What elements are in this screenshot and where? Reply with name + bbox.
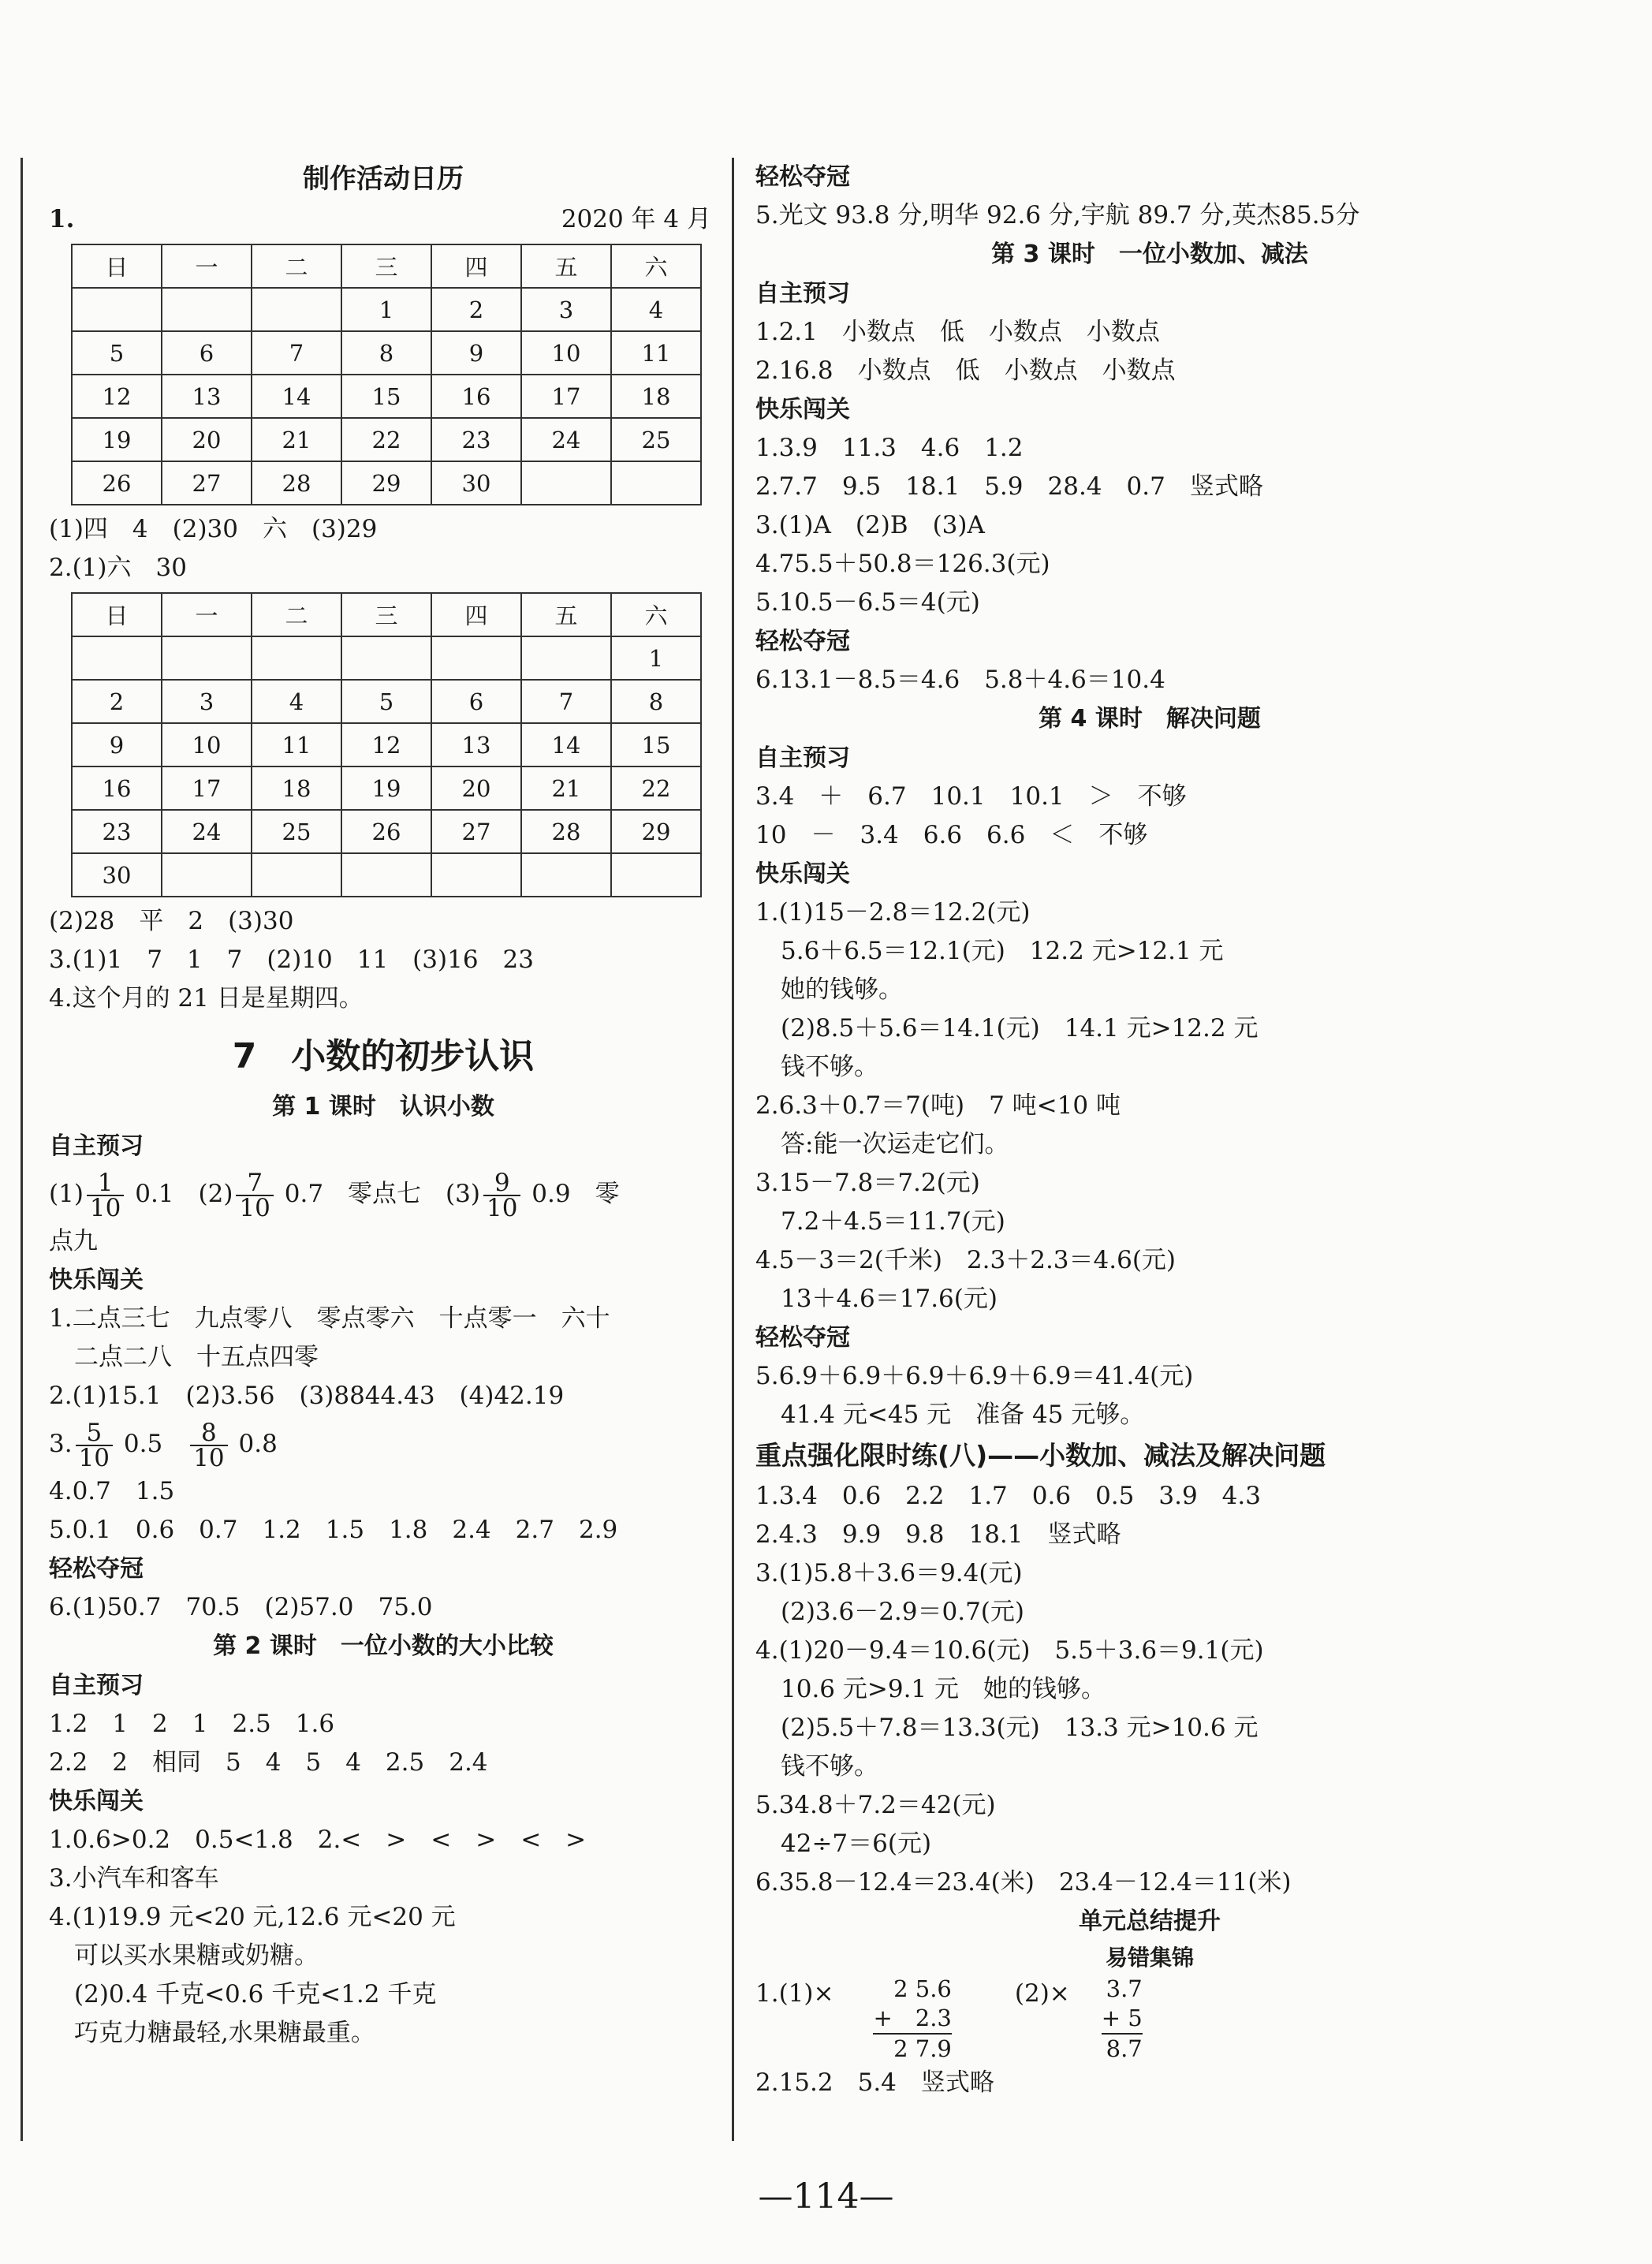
lesson4-preview-1: 3.4 ＋ 6.7 10.1 10.1 ＞ 不够: [755, 782, 1187, 811]
lesson-1-title: 第 1 课时 认识小数: [272, 1093, 494, 1121]
fraction: [190, 1418, 227, 1472]
date-cell: 23: [72, 810, 162, 853]
text-part: 0.9 零: [524, 1180, 620, 1208]
date-cell: 9: [72, 723, 162, 766]
date-cell: 15: [611, 723, 701, 766]
date-cell: 19: [341, 766, 431, 810]
date-cell: 4: [611, 288, 701, 331]
calendar-table-1: [71, 244, 702, 505]
lesson4-happy-1c: 她的钱够。: [781, 975, 903, 1004]
date-cell: 10: [162, 723, 252, 766]
happy-3-fraction-line: [49, 1415, 718, 1472]
lesson3-preview-2: 2.16.8 小数点 低 小数点 小数点: [755, 356, 1176, 385]
lesson4-happy-3a: 3.15－7.8＝7.2(元): [755, 1169, 980, 1197]
date-cell: 6: [431, 680, 521, 723]
date-cell: 5: [72, 331, 162, 375]
date-cell: [521, 853, 611, 897]
lesson3-happy-1: 1.3.9 11.3 4.6 1.2: [755, 434, 1024, 462]
denominator: 10: [89, 1193, 121, 1222]
q1-label: 1.: [49, 205, 75, 233]
date-cell: 16: [72, 766, 162, 810]
vertical-calc-1: [873, 1975, 951, 2064]
drill-5b: 42÷7＝6(元): [781, 1829, 932, 1858]
summary-title: 单元总结提升: [1079, 1908, 1221, 1935]
calendar-week-row: [72, 766, 701, 810]
date-cell: 7: [252, 331, 341, 375]
weekday-cell: 二: [252, 593, 341, 636]
date-cell: 8: [611, 680, 701, 723]
date-cell: 18: [252, 766, 341, 810]
mistake-1-label: 1.(1)×: [755, 1979, 834, 2008]
happy-4: 4.0.7 1.5: [49, 1477, 175, 1505]
date-cell: 23: [431, 418, 521, 461]
date-cell: 28: [521, 810, 611, 853]
date-cell: [611, 461, 701, 505]
lesson2-preview-2: 2.2 2 相同 5 4 5 4 2.5 2.4: [49, 1748, 488, 1777]
date-cell: 4: [252, 680, 341, 723]
lesson2-happy-4b: 可以买水果糖或奶糖。: [74, 1941, 319, 1970]
drill-4b: 10.6 元>9.1 元 她的钱够。: [781, 1675, 1106, 1703]
date-cell: 25: [611, 418, 701, 461]
lesson3-easy-6: 6.13.1－8.5＝4.6 5.8＋4.6＝10.4: [755, 666, 1165, 694]
date-cell: 22: [611, 766, 701, 810]
calendar-header-row: [72, 244, 701, 288]
calc-line: 2 7.9: [893, 2035, 952, 2062]
date-cell: 25: [252, 810, 341, 853]
calendar-header-row: [72, 593, 701, 636]
date-cell: [252, 636, 341, 680]
date-cell: [162, 853, 252, 897]
lesson2-happy-3: 3.小汽车和客车: [49, 1864, 219, 1893]
date-cell: [521, 461, 611, 505]
numerator: 9: [483, 1171, 520, 1196]
lesson4-preview-2: 10 － 3.4 6.6 6.6 ＜ 不够: [755, 821, 1148, 849]
lesson2-preview-1: 1.2 1 2 1 2.5 1.6: [49, 1710, 335, 1738]
fraction: [76, 1418, 113, 1472]
lesson4-happy-1e: 钱不够。: [781, 1053, 878, 1081]
numerator: 5: [76, 1421, 113, 1446]
date-cell: [162, 636, 252, 680]
date-cell: [72, 636, 162, 680]
vertical-calc-2: [1102, 1975, 1143, 2064]
date-cell: [252, 288, 341, 331]
fraction: [87, 1168, 124, 1222]
date-cell: 17: [521, 375, 611, 418]
right-column: [755, 158, 1544, 2102]
drill-4c: (2)5.5＋7.8＝13.3(元) 13.3 元>10.6 元: [781, 1714, 1259, 1742]
lesson3-happy-2: 2.7.7 9.5 18.1 5.9 28.4 0.7 竖式略: [755, 472, 1263, 501]
section-preview-r3: 自主预习: [755, 280, 850, 308]
section-happy-r3: 快乐闯关: [755, 396, 850, 423]
happy-5: 5.0.1 0.6 0.7 1.2 1.5 1.8 2.4 2.7 2.9: [49, 1516, 618, 1544]
text-part: 0.7 零点七 (3): [276, 1180, 480, 1208]
drill-3a: 3.(1)5.8＋3.6＝9.4(元): [755, 1559, 1023, 1587]
weekday-cell: 三: [341, 593, 431, 636]
q3-answer: 3.(1)1 7 1 7 (2)10 11 (3)16 23: [49, 946, 534, 974]
weekday-cell: 六: [611, 593, 701, 636]
date-cell: 21: [252, 418, 341, 461]
numerator: 7: [236, 1171, 273, 1196]
drill-4d: 钱不够。: [781, 1752, 878, 1781]
date-cell: [162, 288, 252, 331]
date-cell: 8: [341, 331, 431, 375]
date-cell: 27: [162, 461, 252, 505]
date-cell: 24: [162, 810, 252, 853]
date-cell: 7: [521, 680, 611, 723]
calendar-week-row: [72, 723, 701, 766]
lesson-4-title: 第 4 课时 解决问题: [1039, 705, 1261, 733]
denominator: 10: [193, 1443, 225, 1472]
calc-line: + 5: [1102, 2004, 1143, 2035]
date-cell: 2: [72, 680, 162, 723]
date-cell: 27: [431, 810, 521, 853]
lesson4-happy-1d: (2)8.5＋5.6＝14.1(元) 14.1 元>12.2 元: [781, 1014, 1259, 1042]
calendar-week-row: [72, 461, 701, 505]
denominator: 10: [239, 1193, 270, 1222]
calendar-week-row: [72, 331, 701, 375]
drill-title: 重点强化限时练(八)——小数加、减法及解决问题: [755, 1440, 1326, 1471]
left-margin-rule: [21, 158, 23, 2141]
r-answer-5: 5.光文 93.8 分,明华 92.6 分,宇航 89.7 分,英杰85.5分: [755, 201, 1360, 229]
date-cell: 16: [431, 375, 521, 418]
date-cell: 20: [162, 418, 252, 461]
q4-answer: 4.这个月的 21 日是星期四。: [49, 984, 364, 1013]
section-easy-r: 轻松夺冠: [755, 163, 850, 191]
lesson4-happy-3b: 7.2＋4.5＝11.7(元): [781, 1207, 1005, 1236]
date-cell: 13: [431, 723, 521, 766]
section-preview-r4: 自主预习: [755, 744, 850, 772]
preview-line-2: 点九: [49, 1227, 98, 1255]
lesson2-happy-4d: 巧克力糖最轻,水果糖最重。: [74, 2019, 375, 2047]
lesson3-preview-1: 1.2.1 小数点 低 小数点 小数点: [755, 318, 1160, 346]
drill-3b: (2)3.6－2.9＝0.7(元): [781, 1598, 1025, 1626]
chapter-title: 7 小数的初步认识: [232, 1036, 535, 1076]
calc-line: + 2.3: [873, 2004, 951, 2035]
lesson2-happy-4a: 4.(1)19.9 元<20 元,12.6 元<20 元: [49, 1903, 456, 1931]
date-cell: 11: [611, 331, 701, 375]
text-part: 0.5: [116, 1430, 188, 1458]
section-happy-2: 快乐闯关: [49, 1788, 144, 1815]
drill-5a: 5.34.8＋7.2＝42(元): [755, 1791, 996, 1819]
lesson3-happy-5: 5.10.5－6.5＝4(元): [755, 588, 980, 617]
date-cell: 18: [611, 375, 701, 418]
calendar-week-row: [72, 810, 701, 853]
lesson4-happy-2a: 2.6.3＋0.7＝7(吨) 7 吨<10 吨: [755, 1091, 1121, 1120]
date-cell: [431, 636, 521, 680]
weekday-cell: 五: [521, 244, 611, 288]
date-cell: 30: [72, 853, 162, 897]
fraction: [236, 1168, 273, 1222]
date-cell: 20: [431, 766, 521, 810]
lesson-3-title: 第 3 课时 一位小数加、减法: [991, 241, 1308, 268]
numerator: 8: [190, 1421, 227, 1446]
happy-1a: 1.二点三七 九点零八 零点零六 十点零一 六十: [49, 1304, 610, 1333]
preview-fraction-line: [49, 1166, 718, 1222]
weekday-cell: 六: [611, 244, 701, 288]
calendar-week-row: [72, 288, 701, 331]
date-cell: 14: [252, 375, 341, 418]
lesson4-happy-2b: 答:能一次运走它们。: [781, 1130, 1009, 1158]
date-cell: 22: [341, 418, 431, 461]
lesson2-happy-1: 1.0.6>0.2 0.5<1.8 2.< > < > < >: [49, 1826, 587, 1854]
lesson4-happy-4a: 4.5－3＝2(千米) 2.3＋2.3＝4.6(元): [755, 1246, 1177, 1274]
date-cell: 6: [162, 331, 252, 375]
date-cell: 11: [252, 723, 341, 766]
date-cell: 10: [521, 331, 611, 375]
section-title: 制作活动日历: [303, 163, 464, 195]
lesson2-happy-4c: (2)0.4 千克<0.6 千克<1.2 千克: [74, 1980, 437, 2009]
section-easy-r4: 轻松夺冠: [755, 1324, 850, 1352]
lesson4-happy-4b: 13＋4.6＝17.6(元): [781, 1285, 998, 1313]
date-cell: 2: [431, 288, 521, 331]
weekday-cell: 日: [72, 244, 162, 288]
weekday-cell: 三: [341, 244, 431, 288]
date-cell: 15: [341, 375, 431, 418]
section-easy-r3: 轻松夺冠: [755, 628, 850, 655]
fraction: [483, 1168, 520, 1222]
date-cell: 19: [72, 418, 162, 461]
section-easy: 轻松夺冠: [49, 1555, 144, 1583]
section-happy: 快乐闯关: [49, 1266, 144, 1294]
weekday-cell: 五: [521, 593, 611, 636]
date-cell: 1: [341, 288, 431, 331]
date-cell: 30: [431, 461, 521, 505]
q1-date: 2020 年 4 月: [561, 205, 711, 233]
calc-line: 3.7: [1106, 1975, 1143, 2002]
left-column: [49, 158, 718, 2053]
mistakes-title: 易错集锦: [1105, 1945, 1194, 1971]
date-cell: 13: [162, 375, 252, 418]
calc-line: 8.7: [1106, 2035, 1143, 2062]
lesson-2-title: 第 2 课时 一位小数的大小比较: [213, 1632, 554, 1660]
date-cell: 29: [341, 461, 431, 505]
date-cell: 12: [72, 375, 162, 418]
lesson3-happy-4: 4.75.5＋50.8＝126.3(元): [755, 550, 1050, 578]
drill-1: 1.3.4 0.6 2.2 1.7 0.6 0.5 3.9 4.3: [755, 1482, 1261, 1510]
lesson3-happy-3: 3.(1)A (2)B (3)A: [755, 511, 985, 539]
weekday-cell: 四: [431, 593, 521, 636]
calendar-week-row: [72, 636, 701, 680]
date-cell: [431, 853, 521, 897]
section-preview: 自主预习: [49, 1132, 144, 1160]
text-part: 0.1 (2): [127, 1180, 233, 1208]
denominator: 10: [486, 1193, 518, 1222]
lesson4-happy-1b: 5.6＋6.5＝12.1(元) 12.2 元>12.1 元: [781, 937, 1224, 965]
denominator: 10: [78, 1443, 110, 1472]
calc-line: 2 5.6: [893, 1975, 952, 2002]
date-cell: 9: [431, 331, 521, 375]
date-cell: [341, 853, 431, 897]
column-divider: [732, 158, 734, 2141]
weekday-cell: 日: [72, 593, 162, 636]
numerator: 1: [87, 1171, 124, 1196]
happy-2: 2.(1)15.1 (2)3.56 (3)8844.43 (4)42.19: [49, 1382, 565, 1410]
lesson4-happy-1a: 1.(1)15－2.8＝12.2(元): [755, 898, 1031, 927]
lesson4-easy-5a: 5.6.9＋6.9＋6.9＋6.9＋6.9＝41.4(元): [755, 1362, 1194, 1390]
drill-4a: 4.(1)20－9.4＝10.6(元) 5.5＋3.6＝9.1(元): [755, 1636, 1264, 1665]
q1-header: [49, 200, 718, 239]
happy-1b: 二点二八 十五点四零: [74, 1343, 319, 1371]
date-cell: 28: [252, 461, 341, 505]
mistake-1-row: [755, 1975, 1544, 2064]
lesson4-easy-5b: 41.4 元<45 元 准备 45 元够。: [781, 1401, 1145, 1429]
page-number: —114—: [758, 2176, 894, 2217]
date-cell: 14: [521, 723, 611, 766]
mistake-2: 2.15.2 5.4 竖式略: [755, 2068, 994, 2097]
date-cell: [252, 853, 341, 897]
weekday-cell: 一: [162, 593, 252, 636]
date-cell: 21: [521, 766, 611, 810]
date-cell: [341, 636, 431, 680]
calendar-week-row: [72, 853, 701, 897]
calendar-week-row: [72, 418, 701, 461]
text-part: 0.8: [230, 1430, 278, 1458]
easy-6: 6.(1)50.7 70.5 (2)57.0 75.0: [49, 1593, 433, 1621]
calendar-week-row: [72, 375, 701, 418]
date-cell: 3: [162, 680, 252, 723]
date-cell: 24: [521, 418, 611, 461]
date-cell: 5: [341, 680, 431, 723]
weekday-cell: 四: [431, 244, 521, 288]
date-cell: 26: [341, 810, 431, 853]
q1-answer: (1)四 4 (2)30 六 (3)29: [49, 515, 378, 543]
date-cell: 17: [162, 766, 252, 810]
section-happy-r4: 快乐闯关: [755, 860, 850, 888]
weekday-cell: 二: [252, 244, 341, 288]
text-part: 3.: [49, 1430, 73, 1458]
date-cell: 12: [341, 723, 431, 766]
date-cell: [521, 636, 611, 680]
date-cell: [72, 288, 162, 331]
drill-6: 6.35.8－12.4＝23.4(米) 23.4－12.4＝11(米): [755, 1868, 1292, 1897]
weekday-cell: 一: [162, 244, 252, 288]
mistake-1-label-2: (2)×: [1014, 1979, 1070, 2008]
q2-label: 2.(1)六 30: [49, 554, 187, 582]
date-cell: [611, 853, 701, 897]
date-cell: 3: [521, 288, 611, 331]
section-preview-2: 自主预习: [49, 1672, 144, 1699]
date-cell: 26: [72, 461, 162, 505]
calendar-week-row: [72, 680, 701, 723]
drill-2: 2.4.3 9.9 9.8 18.1 竖式略: [755, 1520, 1121, 1549]
text-part: (1): [49, 1180, 84, 1208]
date-cell: 29: [611, 810, 701, 853]
date-cell: 1: [611, 636, 701, 680]
q2-answer: (2)28 平 2 (3)30: [49, 907, 294, 935]
calendar-table-2: [71, 592, 702, 897]
